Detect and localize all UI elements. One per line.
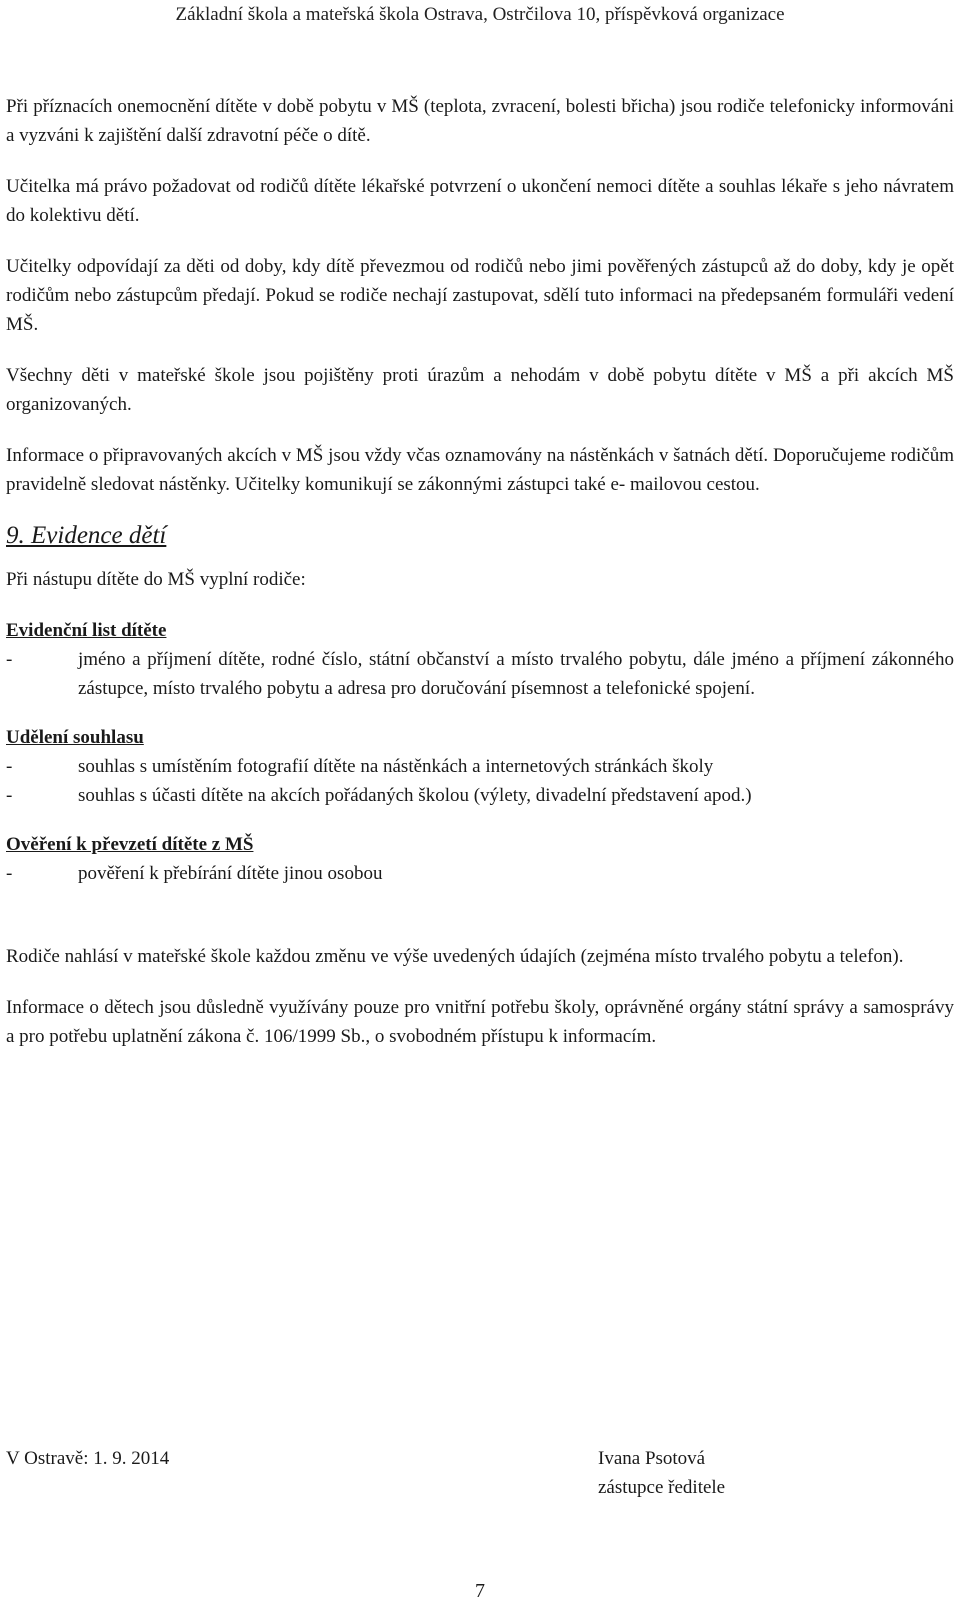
page-number: 7 <box>475 1580 485 1602</box>
dash-marker: - <box>6 756 13 777</box>
list-item-text: souhlas s účasti dítěte na akcích pořádaných školou (výlety, divadelní představení apod.) <box>78 785 752 806</box>
list-item <box>6 645 954 703</box>
signatory-role: zástupce ředitele <box>598 1477 726 1498</box>
paragraph-changes: Rodiče nahlásí v mateřské škole každou změnu ve výše uvedených údajích (zejména místo trvalého pobytu a telefon). <box>6 946 904 967</box>
dash-list <box>6 645 954 703</box>
paragraph-data-usage: Informace o dětech jsou důsledně využívány pouze pro vnitřní potřebu školy, oprávněné orgány státní správy a samosprávy a pro potřebu uplatnění zákona č. 106/1999 Sb., o svobodném přístupu k informacím. <box>6 997 954 1047</box>
dash-list <box>6 859 954 888</box>
document-header: Základní škola a mateřská škola Ostrava, Ostrčilova 10, příspěvková organizace <box>175 4 785 25</box>
dash-list <box>6 752 954 810</box>
section-intro: Při nástupu dítěte do MŠ vyplní rodiče: <box>6 569 306 590</box>
paragraph-medical-confirmation: Učitelka má právo požadovat od rodičů dítěte lékařské potvrzení o ukončení nemoci dítěte a souhlas lékaře s jeho návratem do kolektivu dětí. <box>6 176 954 226</box>
list-item-text: jméno a příjmení dítěte, rodné číslo, státní občanství a místo trvalého pobytu, dále jméno a příjmení zákonného zástupce, místo trvalého pobytu a adresa pro doručování písemnost a telefonické spojení. <box>78 649 954 699</box>
paragraph-insurance: Všechny děti v mateřské škole jsou pojištěny proti úrazům a nehodám v době pobytu dítěte v MŠ a při akcích MŠ organizovaných. <box>6 365 954 415</box>
list-item <box>6 859 954 888</box>
group-title: Udělení souhlasu <box>6 727 144 748</box>
group-title: Evidenční list dítěte <box>6 620 167 641</box>
section-heading: 9. Evidence dětí <box>6 522 167 549</box>
paragraph-illness: Při příznacích onemocnění dítěte v době pobytu v MŠ (teplota, zvracení, bolesti břicha) jsou rodiče telefonicky informováni a vyzváni k zajištění další zdravotní péče o dítě. <box>6 96 954 146</box>
dash-marker: - <box>6 785 13 806</box>
group-evidence-list <box>6 616 954 703</box>
list-item-text: souhlas s umístěním fotografií dítěte na nástěnkách a internetových stránkách školy <box>78 756 714 777</box>
document-body <box>6 92 954 1073</box>
dash-marker: - <box>6 649 13 670</box>
group-title: Ověření k převzetí dítěte z MŠ <box>6 834 254 855</box>
signatory <box>598 1444 725 1502</box>
group-consent <box>6 723 954 810</box>
group-pickup-authorization <box>6 830 954 888</box>
dash-marker: - <box>6 863 13 884</box>
signatory-name: Ivana Psotová <box>598 1448 706 1469</box>
paragraph-information: Informace o připravovaných akcích v MŠ jsou vždy včas oznamovány na nástěnkách v šatnách dětí. Doporučujeme rodičům pravidelně sledovat nástěnky. Učitelky komunikují se zákonnými zástupci také e- mailovou cestou. <box>6 445 954 495</box>
list-item-text: pověření k přebírání dítěte jinou osobou <box>78 863 383 884</box>
paragraph-responsibility: Učitelky odpovídají za děti od doby, kdy dítě převezmou od rodičů nebo jimi pověřených zástupců až do doby, kdy je opět rodičům nebo zástupcům předají. Pokud se rodiče nechají zastupovat, sdělí tuto informaci na předepsaném formuláři vedení MŠ. <box>6 256 954 335</box>
list-item <box>6 781 954 810</box>
place-date: V Ostravě: 1. 9. 2014 <box>6 1448 170 1469</box>
list-item <box>6 752 954 781</box>
